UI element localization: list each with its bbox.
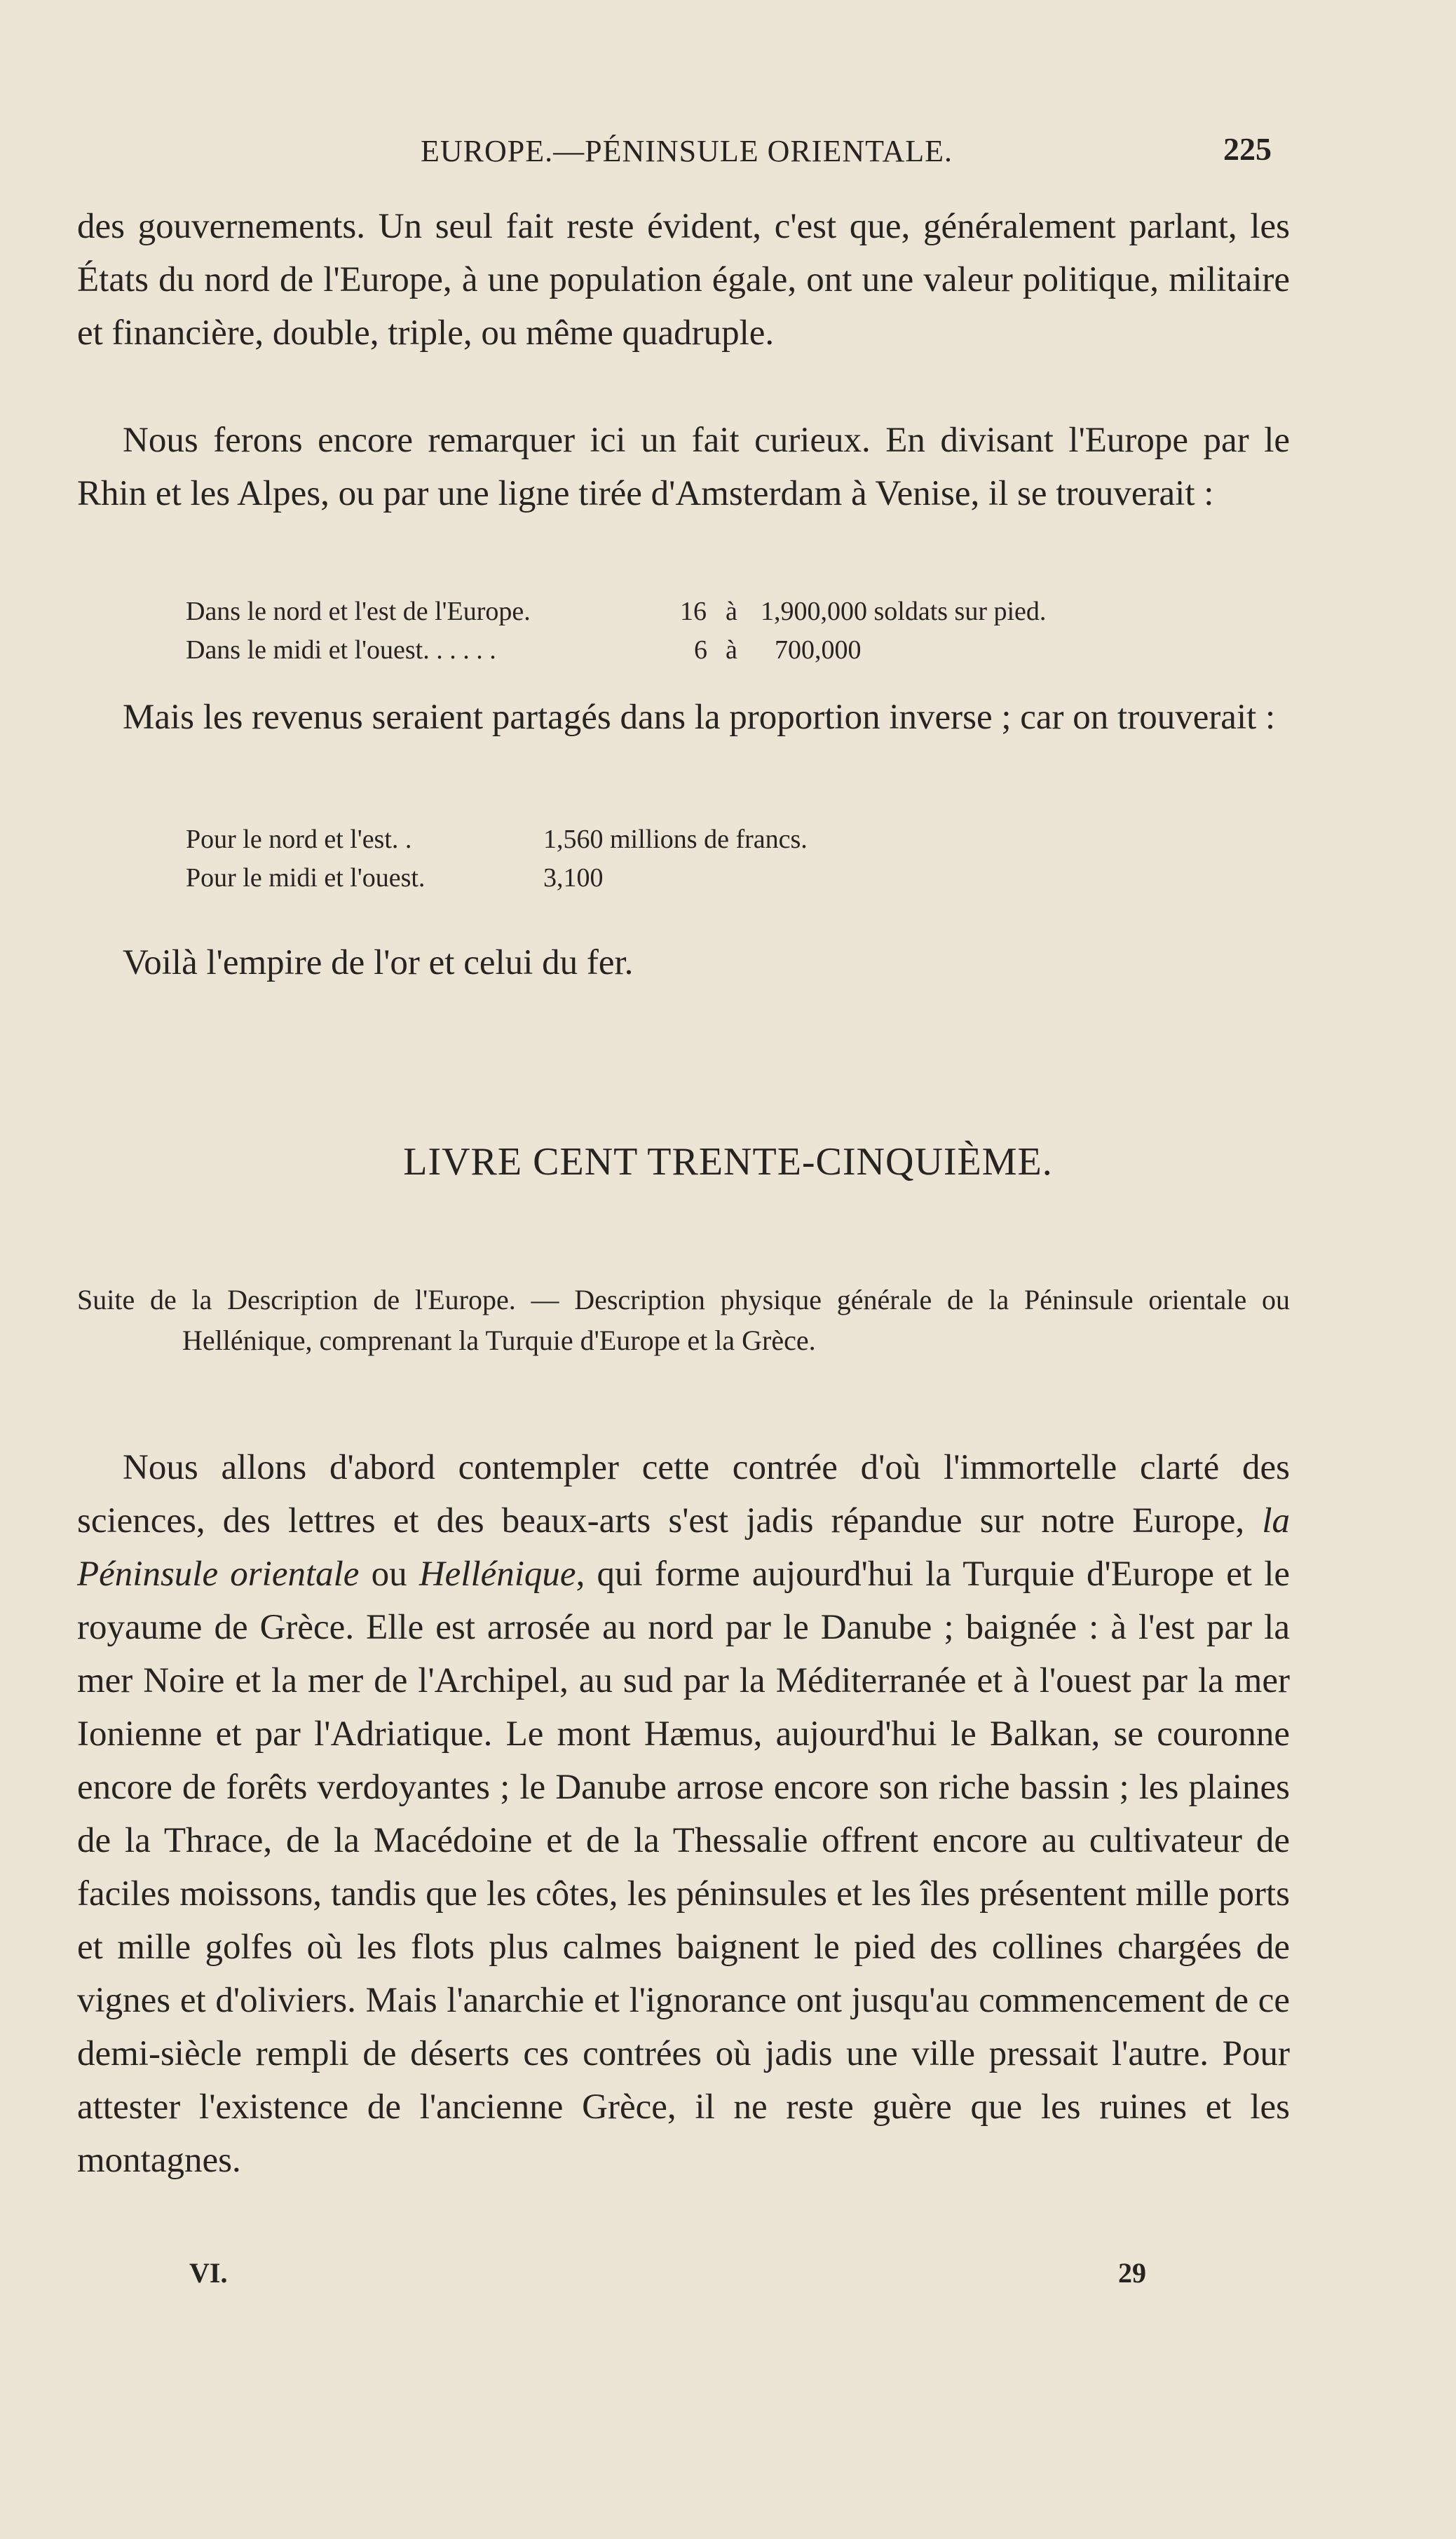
page-number: 225 xyxy=(1223,131,1272,167)
main-text-start: Nous allons d'abord contempler cette contrée d'où l'immortelle clarté des sciences, des lettres et des beaux-arts s'est jadis répandue sur notre Europe, xyxy=(77,1448,1290,1541)
row-value: 700,000 xyxy=(775,635,862,665)
row-value: 1,560 millions de francs. xyxy=(543,825,808,854)
signature-mark: 29 xyxy=(1118,2257,1146,2289)
paragraph-1: des gouvernements. Un seul fait reste évident, c'est que, généralement parlant, les États du nord de l'Europe, à une population égale, ont une valeur politique, militaire et financière, double, triple, ou même quadruple. xyxy=(77,207,1290,353)
main-text-or: ou xyxy=(371,1555,407,1594)
row-region: Pour le nord et l'est. . xyxy=(186,825,412,854)
row-region: Pour le midi et l'ouest. xyxy=(186,863,426,893)
paragraph-4: Voilà l'empire de l'or et celui du fer. xyxy=(123,943,634,982)
main-paragraph xyxy=(77,1441,1290,2187)
paragraph-2: Nous ferons encore remarquer ici un fait curieux. En divisant l'Europe par le Rhin et les Alpes, ou par une ligne tirée d'Amsterdam à Venise, il se trouverait : xyxy=(77,421,1290,513)
row-region: Dans le midi et l'ouest. . . . . . xyxy=(186,635,496,665)
italic-term-1: la Péninsule orientale xyxy=(77,1501,1290,1594)
italic-term-2: Hellénique xyxy=(419,1555,576,1594)
row-value: 1,900,000 soldats sur pied. xyxy=(761,597,1047,626)
running-title: EUROPE.—PÉNINSULE ORIENTALE. xyxy=(421,134,953,168)
volume-number: VI. xyxy=(189,2257,228,2289)
row-value: 3,100 xyxy=(543,863,604,893)
row-states: 16 xyxy=(680,597,707,626)
row-sep: à xyxy=(726,635,737,665)
row-states: 6 xyxy=(694,635,707,665)
page-footer xyxy=(0,2256,1456,2291)
chapter-summary: Suite de la Description de l'Europe. — Description physique générale de la Péninsule orientale ou Hellénique, comprenant la Turquie d'Europe et la Grèce. xyxy=(77,1284,1290,1356)
running-head xyxy=(0,133,1456,175)
row-region: Dans le nord et l'est de l'Europe. xyxy=(186,597,531,626)
main-text-rest: , qui forme aujourd'hui la Turquie d'Europe et le royaume de Grèce. Elle est arrosée au nord par le Danube ; baignée : à l'est par la mer Noire et la mer de l'Archipel, au sud par la Méditerranée et à l'ouest par la mer Ionienne et par l'Adriatique. Le mont Hæmus, aujourd'hui le Balkan, se couronne encore de forêts verdoyantes ; le Danube arrose encore son riche bassin ; les plaines de la Thrace, de la Macédoine et de la Thessalie offrent encore au cultivateur de faciles moissons, tandis que les côtes, les péninsules et les îles présentent mille ports et mille golfes où les flots plus calmes baignent le pied des collines chargées de vignes et d'oliviers. Mais l'anarchie et l'ignorance ont jusqu'au commencement de ce demi-siècle rempli de déserts ces contrées où jadis une ville pressait l'autre. Pour attester l'existence de l'ancienne Grèce, il ne reste guère que les ruines et les montagnes. xyxy=(77,1555,1290,2180)
row-sep: à xyxy=(726,597,737,626)
chapter-title: LIVRE CENT TRENTE-CINQUIÈME. xyxy=(403,1140,1053,1184)
paragraph-3: Mais les revenus seraient partagés dans la proportion inverse ; car on trouverait : xyxy=(123,698,1276,737)
